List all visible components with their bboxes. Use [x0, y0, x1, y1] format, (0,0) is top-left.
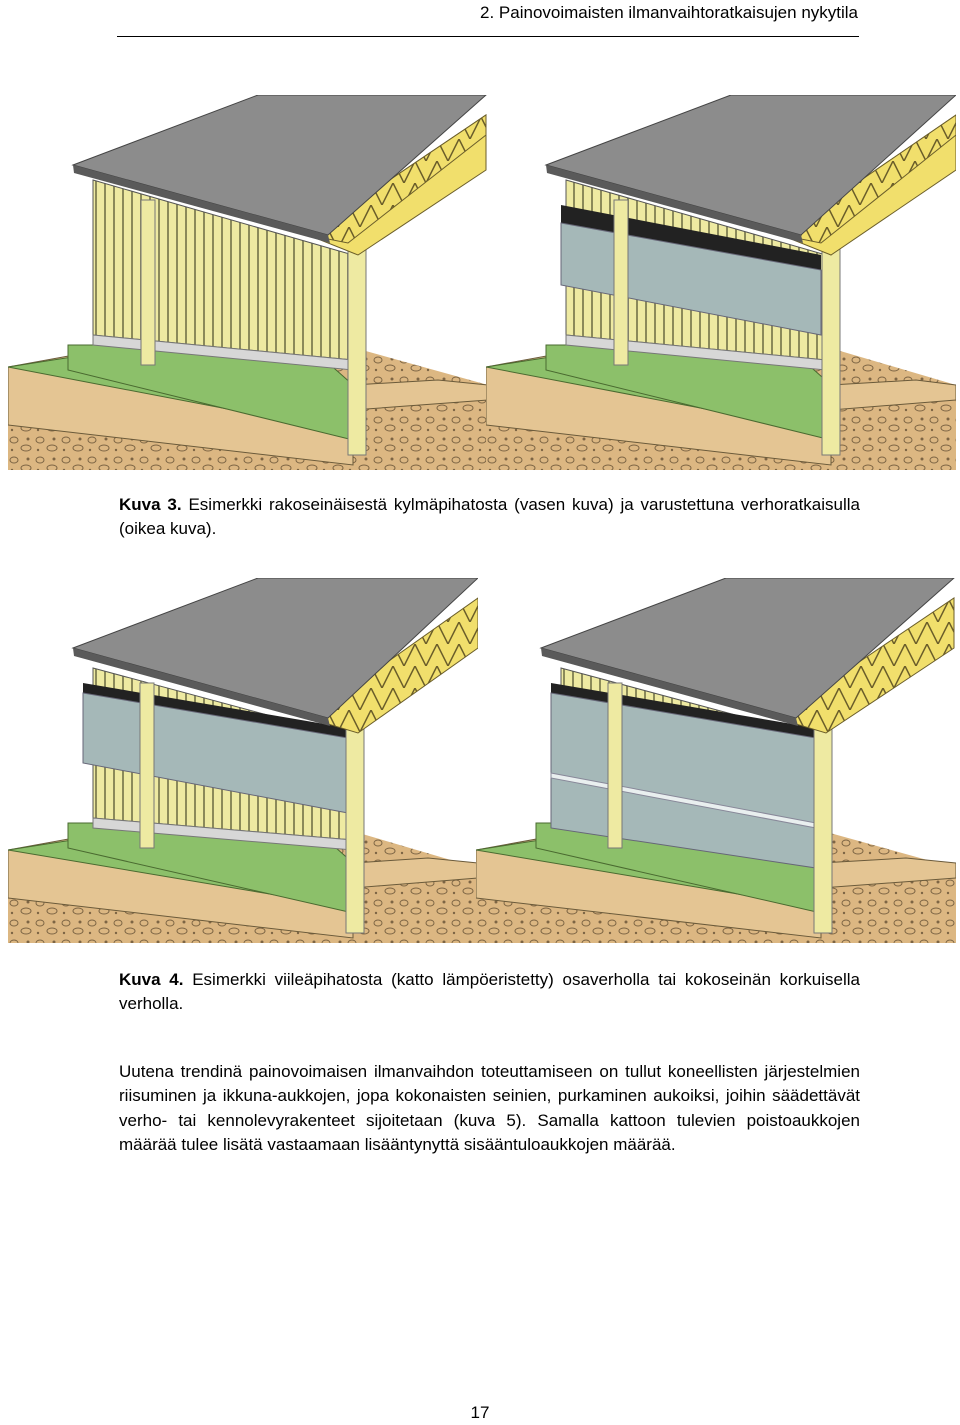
page-number: 17 [470, 1403, 490, 1422]
figure-3-label: Kuva 3. [119, 495, 182, 514]
body-paragraph: Uutena trendinä painovoimaisen ilmanvaihdon toteuttamiseen on tullut koneellisten järjestelmien riisuminen ja ikkuna-aukkojen, jopa kokonaisten seinien, purkaminen aukoiksi, joihin säädettävät verho- tai kennolevyrakenteet sijoitetaan (kuva 5). Samalla kattoon tulevien poistoaukkojen määrää tulee lisätä vastaamaan lisääntynyttä sisääntuloaukkojen määrää. [119, 1062, 860, 1155]
figure-4-caption-text: Esimerkki viileäpihatosta (katto lämpöeristetty) osaverholla tai kokoseinän korkuisella verholla. [119, 970, 860, 1013]
figure-4-label: Kuva 4. [119, 970, 184, 989]
figure-3-left-illustration [8, 95, 488, 470]
running-header: 2. Painovoimaisten ilmanvaihtoratkaisujen nykytila [480, 3, 858, 22]
figure-3-caption-text: Esimerkki rakoseinäisestä kylmäpihatosta (vasen kuva) ja varustettuna verhoratkaisulla (oikea kuva). [119, 495, 860, 538]
figure-3-caption [119, 493, 860, 541]
figure-4-caption [119, 968, 860, 1016]
header-rule [117, 36, 859, 37]
figure-4-left-illustration [8, 578, 478, 943]
figure-4-right-illustration [476, 578, 956, 943]
figure-3-right-illustration [486, 95, 956, 470]
